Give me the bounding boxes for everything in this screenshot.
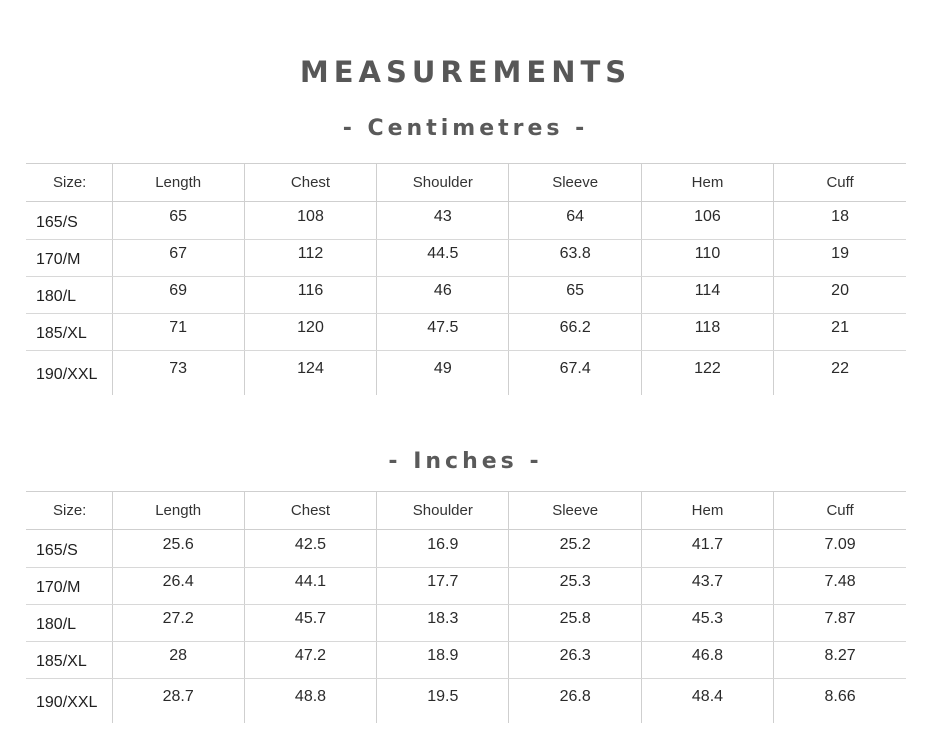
inches-heading: - Inches - <box>388 449 543 474</box>
size-cell: 170/M <box>26 240 112 277</box>
chest-cell: 124 <box>244 351 376 396</box>
sleeve-cell: 65 <box>509 277 641 314</box>
column-header-hem: Hem <box>641 164 773 202</box>
chest-cell: 48.8 <box>244 679 376 724</box>
inches-table <box>26 491 906 723</box>
shoulder-cell: 18.9 <box>377 642 509 679</box>
chest-cell: 47.2 <box>244 642 376 679</box>
table-row <box>26 679 906 724</box>
shoulder-cell: 47.5 <box>377 314 509 351</box>
chest-cell: 44.1 <box>244 568 376 605</box>
cuff-cell: 18 <box>774 202 906 240</box>
length-cell: 71 <box>112 314 244 351</box>
hem-cell: 118 <box>641 314 773 351</box>
cuff-cell: 22 <box>774 351 906 396</box>
cuff-cell: 8.66 <box>774 679 906 724</box>
centimetres-table <box>26 163 906 395</box>
table-row <box>26 314 906 351</box>
column-header-length: Length <box>112 164 244 202</box>
size-cell: 185/XL <box>26 642 112 679</box>
hem-cell: 46.8 <box>641 642 773 679</box>
column-header-cuff: Cuff <box>774 492 906 530</box>
column-header-size: Size: <box>26 164 112 202</box>
shoulder-cell: 19.5 <box>377 679 509 724</box>
size-cell: 180/L <box>26 605 112 642</box>
cuff-cell: 20 <box>774 277 906 314</box>
column-header-sleeve: Sleeve <box>509 492 641 530</box>
size-cell: 185/XL <box>26 314 112 351</box>
sleeve-cell: 63.8 <box>509 240 641 277</box>
size-cell: 190/XXL <box>36 694 98 711</box>
sleeve-cell: 25.3 <box>509 568 641 605</box>
cuff-cell: 19 <box>774 240 906 277</box>
length-cell: 67 <box>112 240 244 277</box>
hem-cell: 106 <box>641 202 773 240</box>
sleeve-cell: 26.8 <box>509 679 641 724</box>
sleeve-cell: 26.3 <box>509 642 641 679</box>
cuff-cell: 7.87 <box>774 605 906 642</box>
column-header-size: Size: <box>26 492 112 530</box>
chest-cell: 120 <box>244 314 376 351</box>
size-cell: 165/S <box>26 202 112 240</box>
hem-cell: 43.7 <box>641 568 773 605</box>
chest-cell: 45.7 <box>244 605 376 642</box>
table-header-row <box>26 164 906 202</box>
table-row <box>26 530 906 568</box>
sleeve-cell: 64 <box>509 202 641 240</box>
column-header-cuff: Cuff <box>774 164 906 202</box>
hem-cell: 110 <box>641 240 773 277</box>
hem-cell: 114 <box>641 277 773 314</box>
column-header-chest: Chest <box>244 164 376 202</box>
size-cell: 180/L <box>26 277 112 314</box>
length-cell: 28.7 <box>112 679 244 724</box>
sleeve-cell: 66.2 <box>509 314 641 351</box>
page-title: MEASUREMENTS <box>299 55 632 89</box>
table-row <box>26 277 906 314</box>
length-cell: 27.2 <box>112 605 244 642</box>
sleeve-cell: 25.8 <box>509 605 641 642</box>
shoulder-cell: 44.5 <box>377 240 509 277</box>
cuff-cell: 7.48 <box>774 568 906 605</box>
column-header-shoulder: Shoulder <box>377 492 509 530</box>
hem-cell: 48.4 <box>641 679 773 724</box>
shoulder-cell: 18.3 <box>377 605 509 642</box>
column-header-chest: Chest <box>244 492 376 530</box>
shoulder-cell: 46 <box>377 277 509 314</box>
cuff-cell: 7.09 <box>774 530 906 568</box>
length-cell: 65 <box>112 202 244 240</box>
length-cell: 25.6 <box>112 530 244 568</box>
hem-cell: 45.3 <box>641 605 773 642</box>
table-row <box>26 240 906 277</box>
shoulder-cell: 43 <box>377 202 509 240</box>
size-cell: 170/M <box>26 568 112 605</box>
column-header-hem: Hem <box>641 492 773 530</box>
cuff-cell: 21 <box>774 314 906 351</box>
size-cell: 165/S <box>26 530 112 568</box>
table-row <box>26 202 906 240</box>
table-row <box>26 642 906 679</box>
table-row <box>26 605 906 642</box>
length-cell: 28 <box>112 642 244 679</box>
table-row <box>26 568 906 605</box>
chest-cell: 108 <box>244 202 376 240</box>
length-cell: 26.4 <box>112 568 244 605</box>
size-cell: 190/XXL <box>36 366 98 383</box>
sleeve-cell: 25.2 <box>509 530 641 568</box>
length-cell: 69 <box>112 277 244 314</box>
chest-cell: 116 <box>244 277 376 314</box>
table-header-row <box>26 492 906 530</box>
column-header-sleeve: Sleeve <box>509 164 641 202</box>
centimetres-heading: - Centimetres - <box>342 116 589 141</box>
length-cell: 73 <box>112 351 244 396</box>
shoulder-cell: 17.7 <box>377 568 509 605</box>
sleeve-cell: 67.4 <box>509 351 641 396</box>
table-row <box>26 351 906 396</box>
shoulder-cell: 16.9 <box>377 530 509 568</box>
hem-cell: 122 <box>641 351 773 396</box>
hem-cell: 41.7 <box>641 530 773 568</box>
column-header-length: Length <box>112 492 244 530</box>
cuff-cell: 8.27 <box>774 642 906 679</box>
column-header-shoulder: Shoulder <box>377 164 509 202</box>
chest-cell: 42.5 <box>244 530 376 568</box>
chest-cell: 112 <box>244 240 376 277</box>
shoulder-cell: 49 <box>377 351 509 396</box>
